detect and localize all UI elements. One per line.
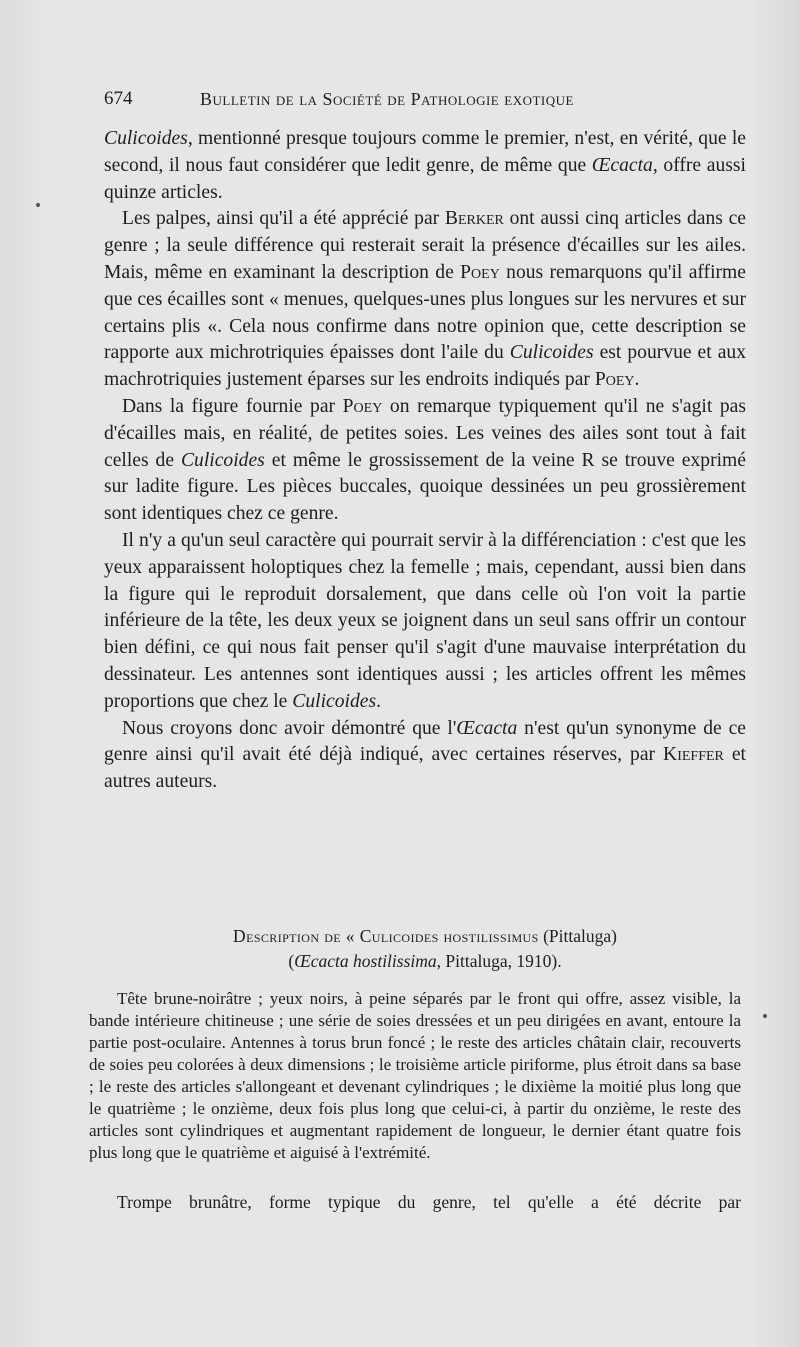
text-run: nous remarquons qu'il affirme que ces écailles sont « menues, quelques-unes plus longues sur les nervures et sur certains plis «. Cela nous confirme dans notre opinion que, cette description se rapporte aux michrotriquies épaisses dont l'aile du bbox=[104, 261, 746, 364]
taxon-name: Œcacta hostilissima bbox=[294, 951, 437, 971]
taxon-name: Œcacta bbox=[456, 717, 518, 739]
author-name: Kieffer bbox=[663, 744, 724, 766]
section-heading bbox=[104, 924, 746, 974]
text-run: Nous croyons donc avoir démontré que l' bbox=[122, 717, 457, 739]
description-text bbox=[89, 988, 741, 1164]
section-subtitle bbox=[104, 949, 746, 974]
paragraph-1 bbox=[104, 126, 746, 206]
taxon-name: Culicoides bbox=[292, 690, 377, 712]
taxon-name: Œcacta bbox=[591, 154, 653, 176]
text-run: Dans la figure fournie par bbox=[122, 395, 343, 417]
taxon-name: Culicoides bbox=[104, 128, 188, 149]
text-run: n'est qu'un synonyme de ce genre ainsi qu'il avait été déjà indiqué, avec certaines réserves, par bbox=[104, 717, 746, 766]
paragraph-4 bbox=[104, 528, 746, 716]
text-run: et autres auteurs. bbox=[104, 744, 746, 793]
author-name: Poey bbox=[342, 395, 383, 417]
text-run: et même le grossissement de la veine R se trouve exprimé sur ladite figure. Les pièces buccales, quoique dessinées un peu grossièrement sont identiques chez ce genre. bbox=[104, 449, 746, 525]
description-paragraph: Tête brune-noirâtre ; yeux noirs, à peine séparés par le front qui offre, assez visible, la bande intérieure chitineuse ; une série de soies dressées et un peu dirigées en avant, entoure la partie post-oculaire. Antennes à torus brun foncé ; le reste des articles châtain clair, recouverts de soies peu colorées à deux dimensions ; le troisième article piriforme, plus étroit dans sa base ; le reste des articles s'allongeant et devenant cylindriques ; le dixième la moitié plus long que le quatrième ; le onzième, deux fois plus long que celui-ci, à partir du onzième, le reste des articles sont cylindriques et augmentant rapidement de longueur, le dernier étant quatre fois plus long que le quatrième et aiguisé à l'extrémité. bbox=[89, 989, 741, 1162]
author-name: Poey bbox=[594, 369, 635, 391]
text-run: on remarque typiquement qu'il ne s'agit pas d'écailles mais, en réalité, de petites soies. Les veines des ailes sont tout à fait celles de bbox=[104, 395, 746, 471]
text-run: Il n'y a qu'un seul caractère qui pourrait servir à la différenciation : c'est que les yeux apparaissent holoptiques chez la femelle ; mais, cependant, aussi bien dans la figure qui le reproduit dorsalement, que dans celle où l'on voit la partie inférieure de la tête, les deux yeux se joignent dans un seul sans offrir un contour bien défini, ce qui nous fait penser qu'il s'agit d'une mauvaise interprétation du dessinateur. Les antennes sont identiques aussi ; les articles offrent les mêmes proportions que chez le bbox=[104, 529, 746, 712]
paragraph-5 bbox=[104, 716, 746, 796]
taxon-name: Culicoides hostilissimus bbox=[359, 926, 539, 946]
running-title: Bulletin de la Société de Pathologie exotique bbox=[200, 89, 574, 109]
page-header bbox=[104, 88, 744, 114]
author-name: Poey bbox=[460, 261, 500, 283]
text-run: (Pittaluga) bbox=[538, 926, 617, 946]
print-speck bbox=[763, 1014, 767, 1018]
print-speck bbox=[36, 203, 40, 207]
text-run: . bbox=[376, 690, 381, 712]
taxon-name: Culicoides bbox=[509, 342, 594, 364]
main-text bbox=[104, 126, 746, 796]
text-run: . bbox=[634, 369, 640, 391]
text-run: Les palpes, ainsi qu'il a été apprécié par bbox=[122, 208, 445, 230]
text-run: , Pittaluga, 1910). bbox=[436, 951, 562, 971]
text-run: ( bbox=[288, 951, 295, 971]
taxon-name: Culicoides bbox=[180, 449, 265, 471]
text-run: ont aussi cinq articles dans ce genre ; la seule différence qui resterait serait la présence d'écailles sur les ailes. Mais, même en examinant la description de bbox=[104, 208, 746, 283]
author-name: Berker bbox=[444, 208, 504, 230]
text-run: Description de « bbox=[233, 926, 360, 946]
description-continuation: Trompe brunâtre, forme typique du genre, tel qu'elle a été décrite par bbox=[117, 1192, 741, 1212]
section-title bbox=[104, 924, 746, 949]
text-run: , mentionné presque toujours comme le premier, n'est, en vérité, que le second, il nous faut considérer que ledit genre, de même que bbox=[104, 128, 746, 176]
page-number: 674 bbox=[104, 88, 133, 109]
text-run: est pourvue et aux machrotriquies justement éparses sur les endroits indiqués par bbox=[104, 342, 746, 391]
paragraph-2 bbox=[104, 206, 746, 394]
paragraph-3 bbox=[104, 394, 746, 528]
text-run: , offre aussi quinze articles. bbox=[104, 154, 746, 203]
